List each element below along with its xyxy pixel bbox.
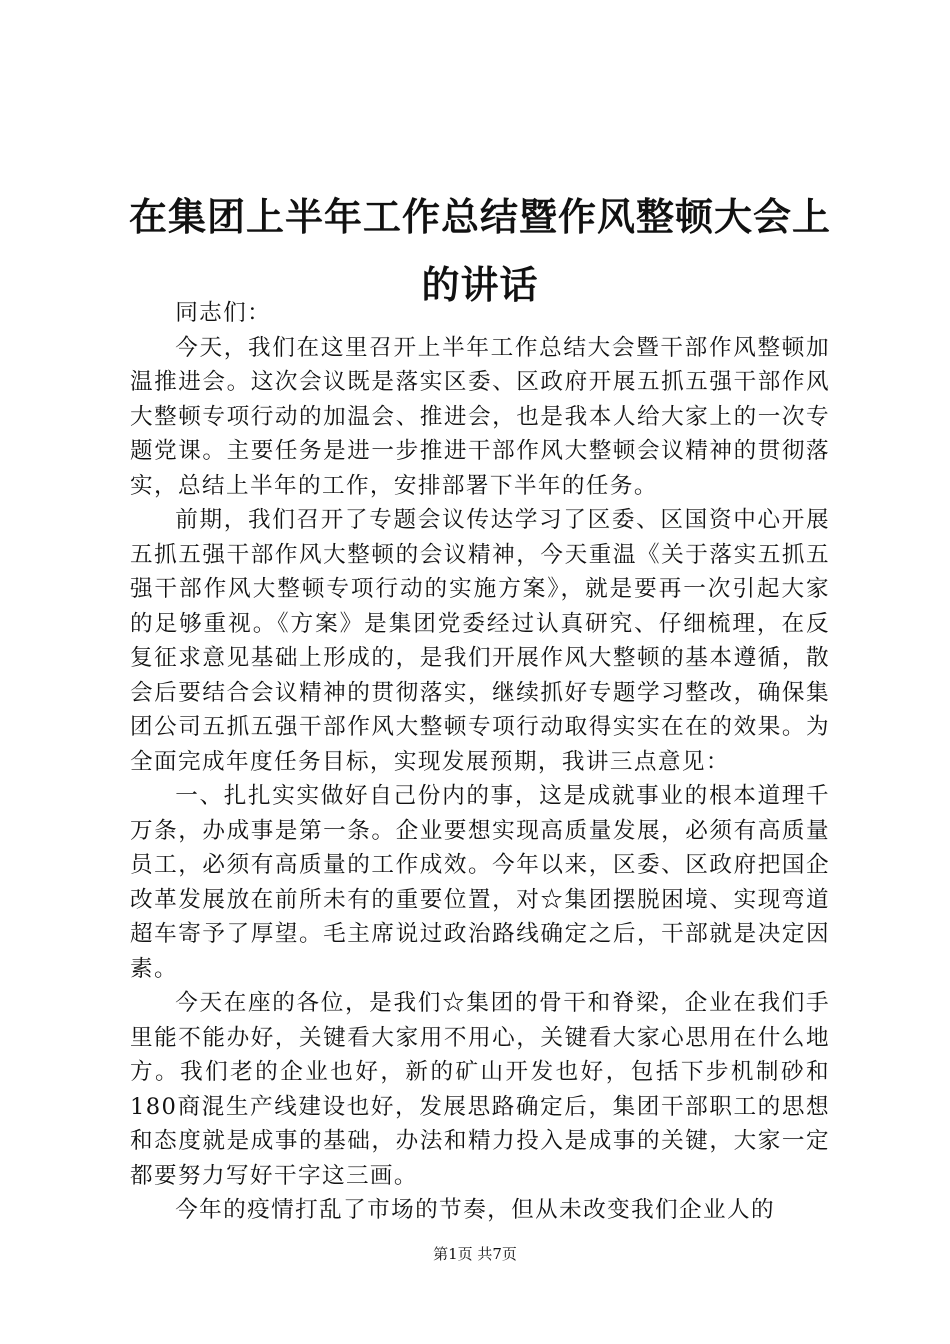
page-footer: 第1页 共7页: [433, 1245, 517, 1263]
body-paragraph: 一、扎扎实实做好自己份内的事，这是成就事业的根本道理千万条，办成事是第一条。企业要想实现高质量发展，必须有高质量员工，必须有高质量的工作成效。今年以来，区委、区政府把国企改革发展放在前所未有的重要位置，对☆集团摆脱困境、实现弯道超车寄予了厚望。毛主席说过政治路线确定之后，干部就是决定因素。: [130, 783, 830, 982]
body-paragraph: 今天在座的各位，是我们☆集团的骨干和脊梁，企业在我们手里能不能办好，关键看大家用不用心，关键看大家心思用在什么地方。我们老的企业也好，新的矿山开发也好，包括下步机制砂和180商混生产线建设也好，发展思路确定后，集团干部职工的思想和态度就是成事的基础，办法和精力投入是成事的关键，大家一定都要努力写好干字这三画。: [130, 990, 830, 1189]
document-body: [130, 296, 830, 1228]
body-paragraph: 今天，我们在这里召开上半年工作总结大会暨干部作风整顿加温推进会。这次会议既是落实区委、区政府开展五抓五强干部作风大整顿专项行动的加温会、推进会，也是我本人给大家上的一次专题党课。主要任务是进一步推进干部作风大整顿会议精神的贯彻落实，总结上半年的工作，安排部署下半年的任务。: [130, 334, 830, 499]
body-paragraph: 今年的疫情打乱了市场的节奏，但从未改变我们企业人的: [175, 1197, 776, 1223]
document-title: 在集团上半年工作总结暨作风整顿大会上的讲话: [128, 194, 831, 308]
salutation-paragraph: 同志们：: [175, 300, 272, 326]
body-paragraph: 前期，我们召开了专题会议传达学习了区委、区国资中心开展五抓五强干部作风大整顿的会议精神，今天重温《关于落实五抓五强干部作风大整顿专项行动的实施方案》，就是要再一次引起大家的足够重视。《方案》是集团党委经过认真研究、仔细梳理，在反复征求意见基础上形成的，是我们开展作风大整顿的基本遵循，散会后要结合会议精神的贯彻落实，继续抓好专题学习整改，确保集团公司五抓五强干部作风大整顿专项行动取得实实在在的效果。为全面完成年度任务目标，实现发展预期，我讲三点意见：: [130, 507, 830, 775]
